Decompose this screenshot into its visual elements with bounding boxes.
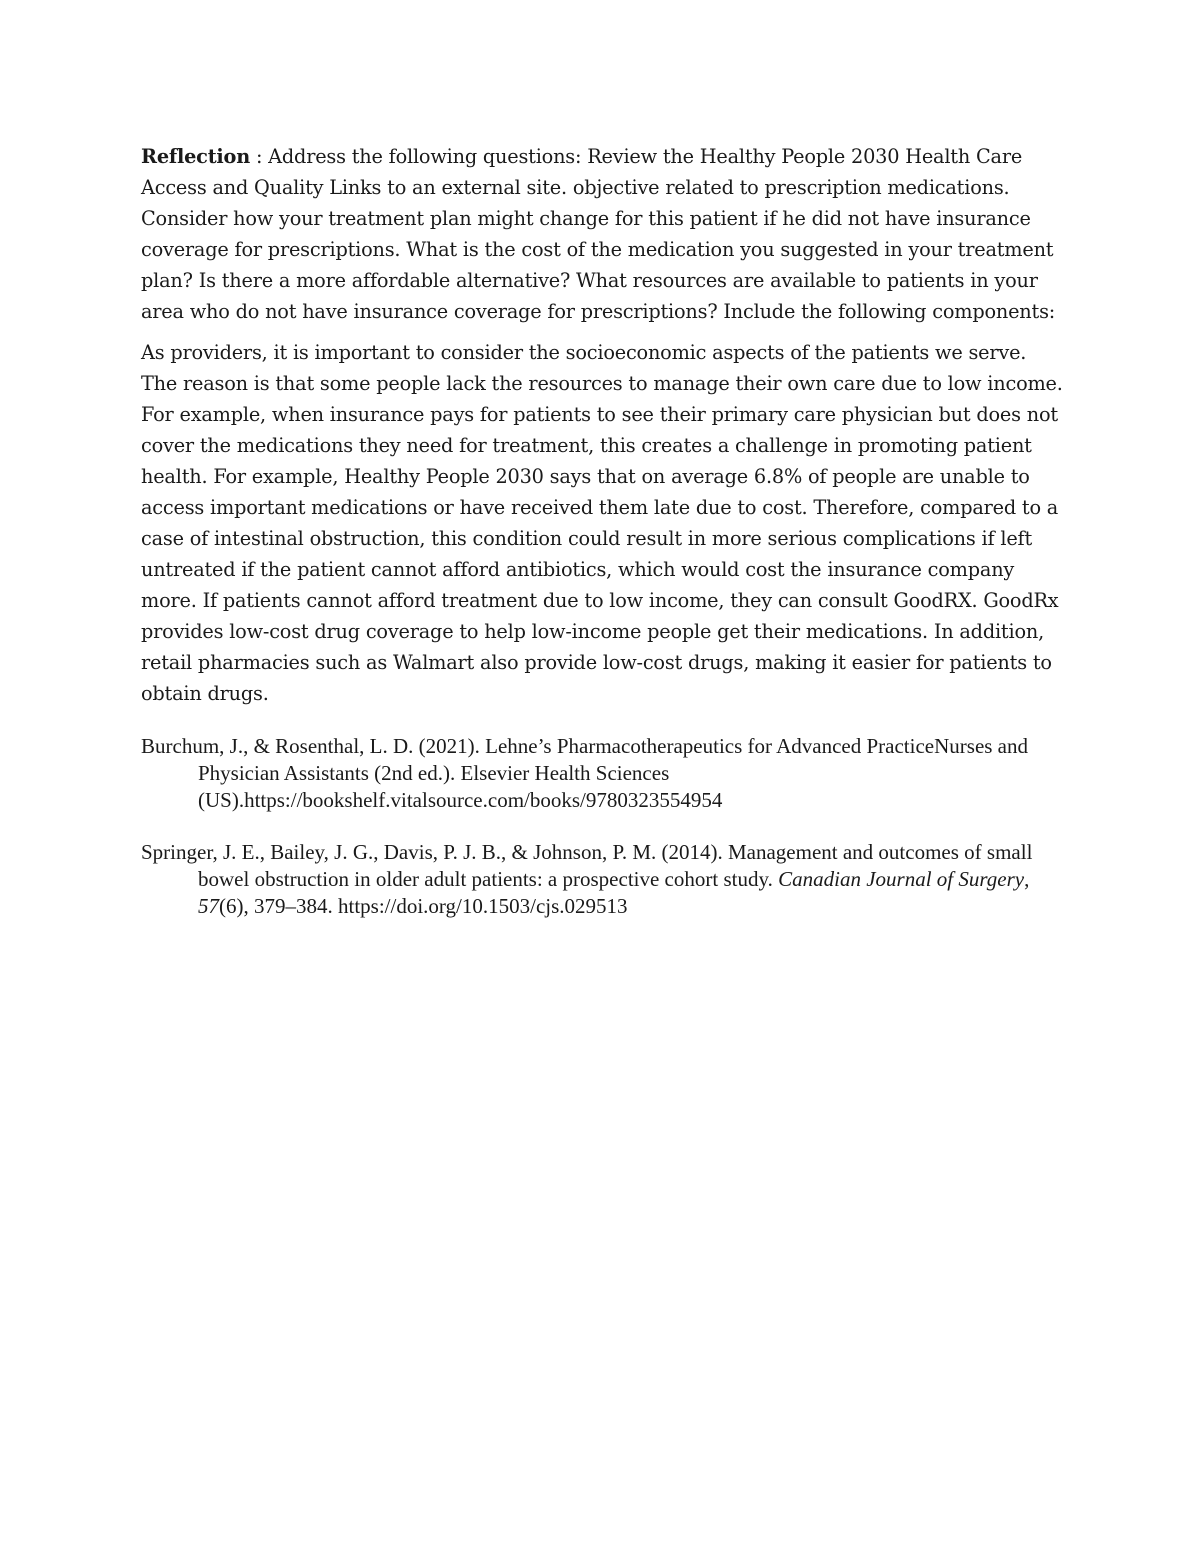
reflection-label: Reflection	[141, 145, 251, 168]
references-list	[141, 733, 1066, 920]
document-body	[141, 141, 1066, 945]
reference-burchum: Burchum, J., & Rosenthal, L. D. (2021). Lehne’s Pharmacotherapeutics for Advanced PracticeNurses and Physician Assistants (2nd ed.). Elsevier Health Sciences (US).https://bookshelf.vitalsource.com/books/9780323554954	[141, 734, 1029, 812]
reference-springer-citation: Springer, J. E., Bailey, J. G., Davis, P. J. B., & Johnson, P. M. (2014). Management and outcomes of small bowel obstruction in older adult patients: a prospective cohort study.	[141, 840, 1033, 891]
reference-springer	[141, 839, 1066, 920]
reflection-prompt	[141, 141, 1066, 327]
reflection-prompt-text: : Address the following questions: Review the Healthy People 2030 Health Care Access and Quality Links to an external site. objective related to prescription medications. Consider how your treatment plan might change for this patient if he did not have insurance coverage for prescriptions. What is the cost of the medication you suggested in your treatment plan? Is there a more affordable alternative? What resources are available to patients in your area who do not have insurance coverage for prescriptions? Include the following components:	[141, 145, 1056, 323]
reference-springer-volume: 57	[198, 894, 219, 918]
reference-springer-journal: Canadian Journal of Surgery	[778, 867, 1025, 891]
reference-springer-pages-doi: (6), 379–384. https://doi.org/10.1503/cjs.029513	[219, 894, 628, 918]
body-paragraph: As providers, it is important to consider the socioeconomic aspects of the patients we serve. The reason is that some people lack the resources to manage their own care due to low income. For example, when insurance pays for patients to see their primary care physician but does not cover the medications they need for treatment, this creates a challenge in promoting patient health. For example, Healthy People 2030 says that on average 6.8% of people are unable to access important medications or have received them late due to cost. Therefore, compared to a case of intestinal obstruction, this condition could result in more serious complications if left untreated if the patient cannot afford antibiotics, which would cost the insurance company more. If patients cannot afford treatment due to low income, they can consult GoodRX. GoodRx provides low-cost drug coverage to help low-income people get their medications. In addition, retail pharmacies such as Walmart also provide low-cost drugs, making it easier for patients to obtain drugs.	[141, 341, 1063, 705]
reference-springer-comma: ,	[1024, 867, 1030, 891]
